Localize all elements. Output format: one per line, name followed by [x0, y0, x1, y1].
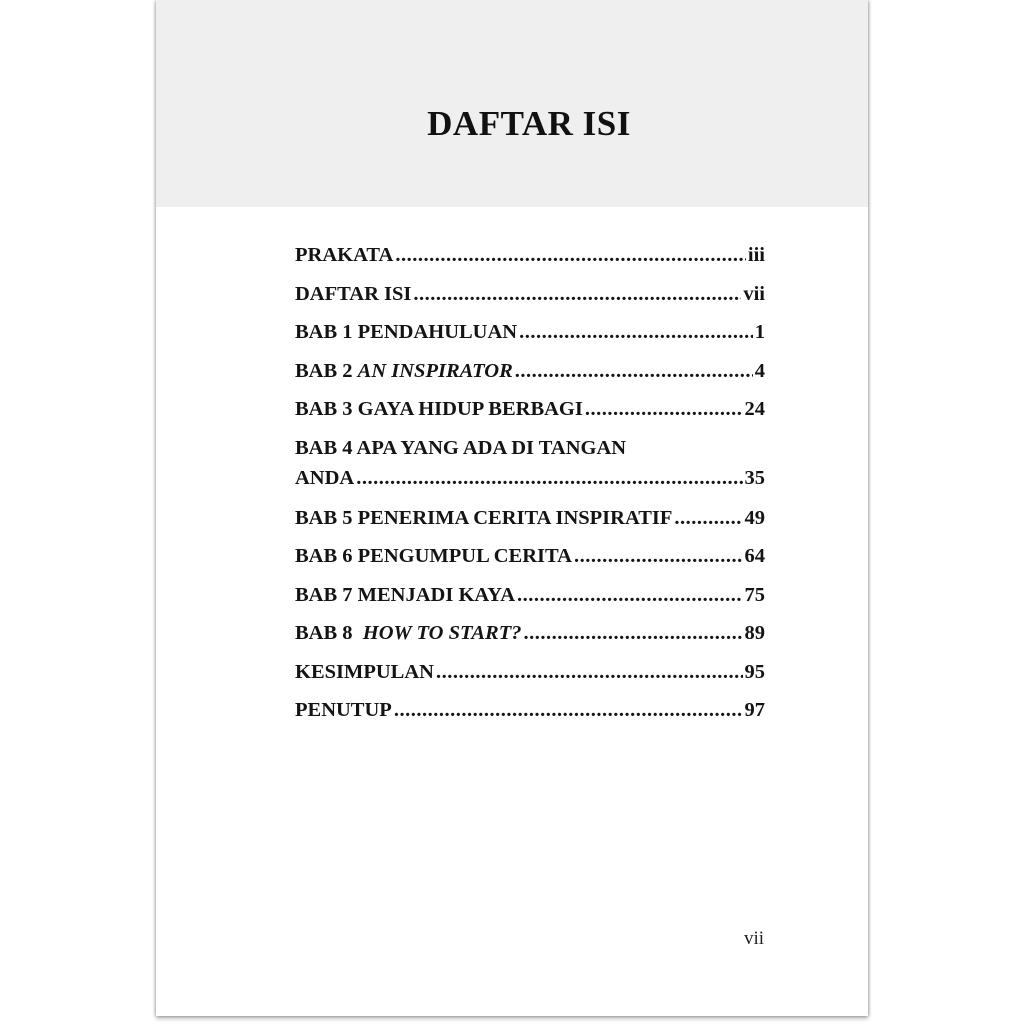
toc-entry-label: BAB 1 PENDAHULUAN [295, 321, 518, 343]
dot-leader [519, 317, 753, 347]
toc-entry-page: 75 [744, 583, 765, 606]
toc-entry-prefix: BAB 8 [295, 622, 363, 644]
toc-entry-bab-4[interactable] [295, 433, 765, 503]
toc-entry-page: 89 [744, 622, 765, 644]
toc-entry-italic-title: HOW TO START? [362, 622, 522, 644]
toc-entry-page: 95 [744, 660, 765, 683]
toc-entry-page: 1 [754, 321, 765, 343]
page-number: vii [744, 928, 765, 949]
toc-entry-label-line2: ANDA [295, 466, 355, 489]
toc-entry-daftar-isi[interactable] [295, 279, 765, 318]
toc-entry-prakata[interactable] [295, 240, 765, 279]
toc-entry-label [295, 618, 522, 648]
toc-entry-page: 24 [744, 398, 765, 420]
toc-entry-bab-6[interactable] [295, 541, 765, 580]
dot-leader [436, 657, 743, 687]
toc-entry-bab-1[interactable] [295, 317, 765, 356]
toc-entry-penutup[interactable] [295, 695, 765, 734]
toc-entry-page: iii [747, 244, 765, 266]
dot-leader [517, 580, 742, 610]
toc-entry-page: 35 [744, 466, 765, 489]
toc-entry-italic-title: AN INSPIRATOR [357, 359, 513, 382]
toc-entry-label: BAB 5 PENERIMA CERITA INSPIRATIF [295, 506, 673, 529]
toc-entry-label: BAB 7 MENJADI KAYA [295, 583, 516, 606]
toc-entry-page: 97 [744, 699, 765, 721]
toc-entry-label-line1: BAB 4 APA YANG ADA DI TANGAN [295, 436, 627, 459]
toc-entry-label: BAB 6 PENGUMPUL CERITA [295, 545, 572, 567]
dot-leader [515, 356, 753, 386]
toc-entry-label: KESIMPULAN [295, 660, 434, 683]
document-page [156, 0, 868, 1016]
dot-leader [394, 695, 743, 725]
toc-entry-bab-5[interactable] [295, 503, 765, 542]
toc-entry-label: BAB 3 GAYA HIDUP BERBAGI [295, 398, 583, 420]
table-of-contents [295, 240, 765, 734]
toc-entry-kesimpulan[interactable] [295, 657, 765, 696]
dot-leader [674, 503, 742, 533]
page-title: DAFTAR ISI [427, 104, 631, 143]
toc-entry-label: PRAKATA [295, 244, 394, 266]
dot-leader [395, 240, 746, 270]
toc-entry-page: 64 [744, 545, 765, 567]
toc-entry-bab-2[interactable] [295, 356, 765, 395]
dot-leader [413, 279, 741, 309]
dot-leader [574, 541, 743, 571]
toc-entry-bab-8[interactable] [295, 618, 765, 657]
toc-entry-prefix: BAB 2 [295, 359, 358, 382]
dot-leader [356, 463, 742, 493]
dot-leader [585, 394, 743, 424]
toc-entry-label: DAFTAR ISI [295, 282, 412, 305]
toc-entry-page: 49 [744, 506, 765, 529]
toc-entry-label: PENUTUP [295, 699, 392, 721]
toc-entry-label [295, 356, 513, 386]
dot-leader [524, 618, 743, 648]
toc-entry-page: vii [743, 282, 765, 305]
toc-entry-bab-7[interactable] [295, 580, 765, 619]
toc-entry-page: 4 [754, 359, 765, 382]
toc-entry-bab-3[interactable] [295, 394, 765, 433]
